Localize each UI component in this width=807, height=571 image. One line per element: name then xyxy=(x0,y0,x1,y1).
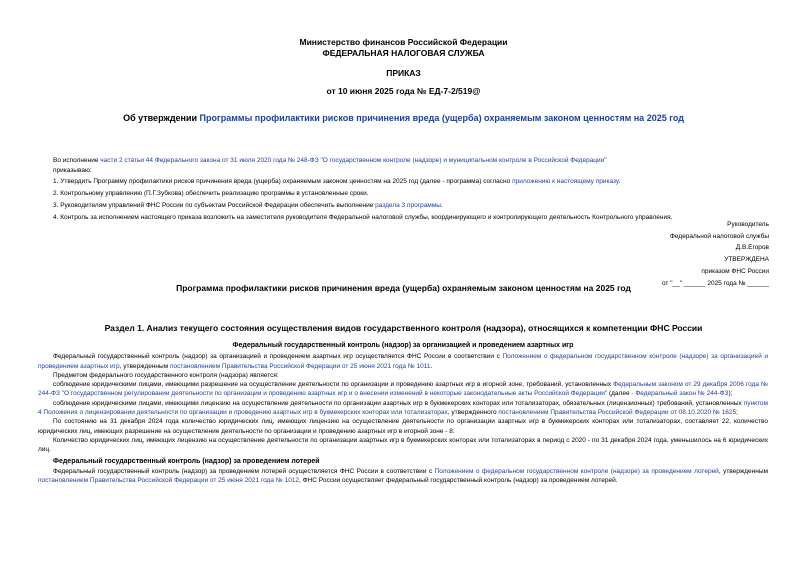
ministry-name: Министерство финансов Российской Федерации xyxy=(299,37,508,47)
appendix-link[interactable]: приложению к настоящему приказу xyxy=(512,178,619,185)
federal-law-link[interactable]: Федеральным законом от 29 декабря 2006 года № 244-ФЗ "О государственном регулировании деятельности по организации и проведению азартных игр и о внесении изменений в некоторые законодательные акты Российской Федерации" xyxy=(38,381,768,398)
paragraph xyxy=(38,467,768,486)
p7-text: Федеральный государственный контроль (надзор) за проведением лотерей осуществляется ФНС России в соответствии с xyxy=(53,467,435,475)
paragraph: Предметом федерального государственного контроля (надзора) является: xyxy=(53,371,279,379)
section-1-title: Раздел 1. Анализ текущего состояния осуществления видов государственного контроля (надзора), относящихся к компетенции ФНС России xyxy=(104,323,703,333)
order-item-1 xyxy=(53,176,753,188)
order-subject xyxy=(0,113,807,124)
approved-label: УТВЕРЖДЕНА xyxy=(724,256,769,264)
program-title: Программа профилактики рисков причинения вреда (ущерба) охраняемым законом ценностям на 2025 год xyxy=(176,283,631,293)
signer-name: Д.В.Егоров xyxy=(735,244,769,252)
signer-position: Руководитель xyxy=(727,221,769,228)
paragraph: Количество юридических лиц, имеющих лицензию на осуществление деятельности по организации азартных игр в букмекерских конторах или тотализаторах в период с 2020 - по 31 декабря 2024 года, уменьшилось на 6 юридических лиц. xyxy=(38,436,768,454)
regulation-link[interactable]: Положением о федеральном государственном контроле (надзоре) за организацией и проведением азартных игр xyxy=(38,353,768,370)
p4-text-c: ; xyxy=(736,409,738,417)
p3-text-b: (далее xyxy=(607,390,632,398)
section-1-body xyxy=(38,341,768,485)
lottery-regulation-link[interactable]: Положением о федеральном государственном контроле (надзоре) за проведением лотерей xyxy=(434,467,719,475)
item-3-end: . xyxy=(440,202,443,209)
order-word: приказываю: xyxy=(53,167,92,174)
document-header xyxy=(0,37,807,59)
signature-block xyxy=(662,219,769,289)
p4-text-b: , утвержденного xyxy=(447,409,499,417)
paragraph xyxy=(38,380,768,399)
resolution-1012-link[interactable]: постановлением Правительства Российской Федерации от 25 июня 2021 года № 1012 xyxy=(38,477,300,485)
section-1-subtitle: Федеральный государственный контроль (надзор) за организацией и проведением азартных игр xyxy=(232,342,574,349)
p4-text: соблюдение юридическими лицами, имеющими лицензию на осуществление деятельности по организации азартных игр в букмекерских конторах или тотализаторах, обязательных (лицензионных) требований, установленных xyxy=(53,399,744,407)
p7-text-b: , утвержденным xyxy=(718,467,768,475)
subject-prefix: Об утверждении xyxy=(123,113,200,123)
paragraph xyxy=(38,399,768,418)
intro-paragraph xyxy=(53,156,607,176)
resolution-1625-link[interactable]: постановлением Правительства Российской Федерации от 08.10.2020 № 1625 xyxy=(498,409,737,417)
p3-text: соблюдение юридическими лицами, имеющими разрешение на осуществление деятельности по организации и проведению азартных игр в игорной зоне, требований, установленных xyxy=(53,381,614,389)
licensing-link[interactable]: пунктом 4 Положения о лицензировании деятельности по организации и проведению азартных игр в букмекерских конторах или тотализаторах xyxy=(38,399,768,417)
p7-text-c: , ФНС России осуществляет федеральный государственный контроль (надзор) за проведением лотерей. xyxy=(299,477,618,485)
section-3-link[interactable]: раздела 3 программы xyxy=(375,202,441,209)
p3-text-c: ); xyxy=(728,390,733,398)
service-name: ФЕДЕРАЛЬНАЯ НАЛОГОВАЯ СЛУЖБА xyxy=(322,48,485,58)
intro-prefix: Во исполнение xyxy=(53,157,101,164)
order-items xyxy=(53,176,753,224)
approved-date: от "__" ______ 2025 года № ______ xyxy=(661,279,769,287)
lottery-subtitle: Федеральный государственный контроль (надзор) за проведением лотерей xyxy=(53,457,320,465)
p1-text-b: , утвержденным xyxy=(119,362,170,370)
p1-text: Федеральный государственный контроль (надзор) за организацией и проведением азартных игр осуществляется ФНС России в соответствии с xyxy=(53,353,503,361)
order-item-2: 2. Контрольному управлению (П.Г.Зубкова) обеспечить реализацию программы в установленные сроки. xyxy=(53,190,369,197)
item-1-text: 1. Утвердить Программу профилактики рисков причинения вреда (ущерба) охраняемым законом ценностям на 2025 год (далее - программа) согласно xyxy=(53,178,513,185)
subject-link[interactable]: Программы профилактики рисков причинения вреда (ущерба) охраняемым законом ценностям на 2025 год xyxy=(199,113,684,123)
resolution-link[interactable]: постановлением Правительства Российской Федерации от 25 июня 2021 года № 1011 xyxy=(169,362,431,370)
order-item-4: 4. Контроль за исполнением настоящего приказа возложить на заместителя руководителя Федеральной налоговой службы, координирующего и контролирующего деятельность Контрольного управления. xyxy=(53,214,673,221)
approved-by: приказом ФНС России xyxy=(701,267,769,275)
federal-law-short-link[interactable]: - Федеральный закон № 244-ФЗ xyxy=(631,390,729,398)
signer-organization: Федеральной налоговой службы xyxy=(669,232,769,240)
p1-text-c: . xyxy=(430,362,433,370)
law-link[interactable]: части 2 статьи 44 Федерального закона от 31 июля 2020 года № 248-ФЗ "О государственном контроле (надзоре) и муниципальном контроле в Российской Федерации" xyxy=(100,157,607,164)
paragraph xyxy=(38,352,768,371)
order-item-3 xyxy=(53,200,753,212)
item-1-end: . xyxy=(618,178,621,185)
document-type: ПРИКАЗ xyxy=(386,68,421,78)
order-date-number: от 10 июня 2025 года № ЕД-7-2/519@ xyxy=(326,86,481,96)
item-3-text: 3. Руководителям управлений ФНС России по субъектам Российской Федерации обеспечить выполнение xyxy=(53,202,376,209)
paragraph: По состоянию на 31 декабря 2024 года количество юридических лиц, имеющих лицензию на осуществление деятельности по организации азартных игр в букмекерских конторах или тотализаторах, составляет 22, количество юридических лиц, имеющих разрешение на осуществление деятельности по организации и проведению азартных игр в игорной зоне - 8. xyxy=(38,418,768,435)
